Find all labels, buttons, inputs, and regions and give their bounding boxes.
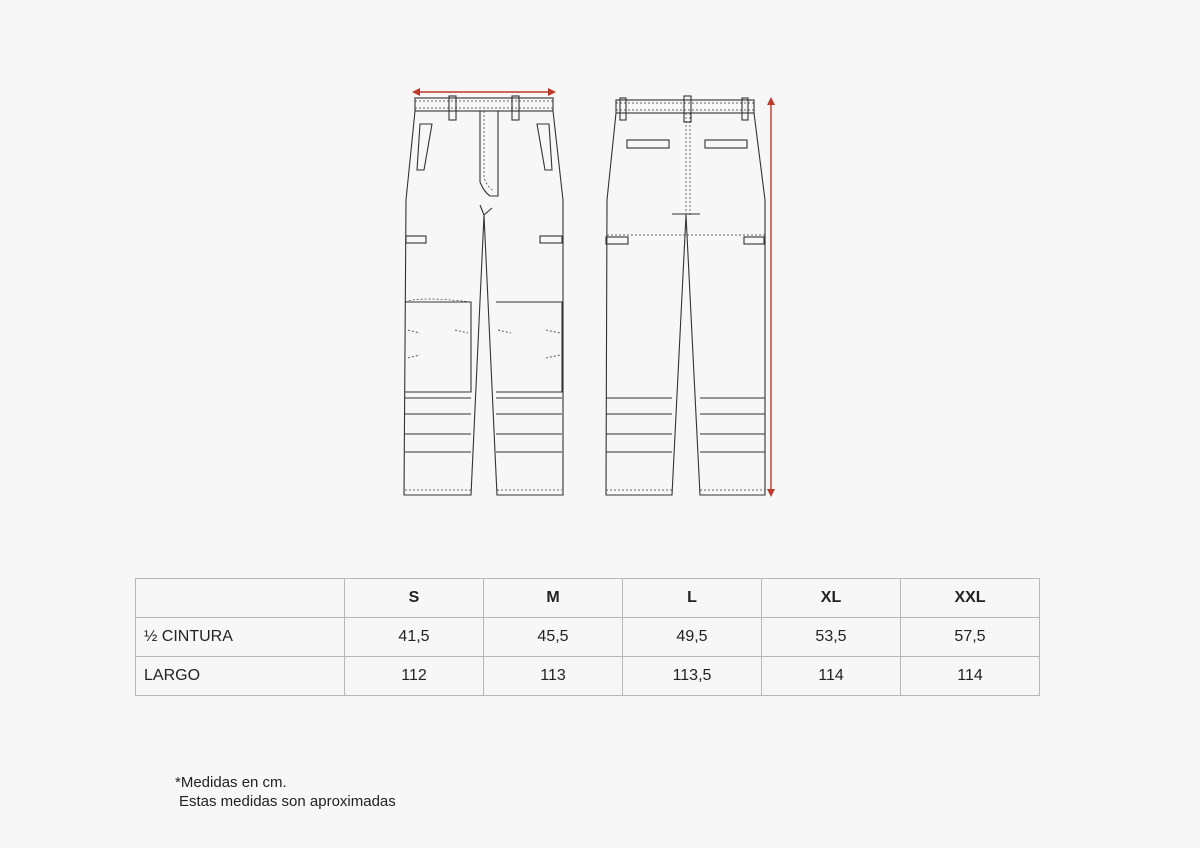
table-row	[136, 657, 1040, 696]
row-label-half-waist: ½ CINTURA	[136, 618, 345, 657]
size-header-xl: XL	[762, 579, 901, 618]
table-cell: 53,5	[762, 618, 901, 657]
table-cell: 57,5	[901, 618, 1040, 657]
table-cell: 113	[484, 657, 623, 696]
table-cell: 49,5	[623, 618, 762, 657]
size-header-xxl: XXL	[901, 579, 1040, 618]
size-header-l: L	[623, 579, 762, 618]
size-chart-table	[135, 578, 1040, 696]
size-header-row	[136, 579, 1040, 618]
table-cell: 112	[345, 657, 484, 696]
table-cell: 114	[762, 657, 901, 696]
front-view-trousers	[404, 88, 563, 495]
back-view-trousers	[606, 96, 775, 497]
trousers-technical-drawing	[395, 82, 790, 502]
table-row	[136, 618, 1040, 657]
table-cell: 113,5	[623, 657, 762, 696]
length-measure-arrow	[767, 97, 775, 497]
table-cell: 114	[901, 657, 1040, 696]
approximation-note: Estas medidas son aproximadas	[179, 793, 396, 810]
table-cell: 45,5	[484, 618, 623, 657]
header-empty-cell	[136, 579, 345, 618]
row-label-length: LARGO	[136, 657, 345, 696]
units-note: *Medidas en cm.	[175, 774, 287, 791]
size-header-m: M	[484, 579, 623, 618]
waist-measure-arrow	[412, 88, 556, 96]
size-header-s: S	[345, 579, 484, 618]
measurement-notes	[175, 773, 396, 811]
table-cell: 41,5	[345, 618, 484, 657]
